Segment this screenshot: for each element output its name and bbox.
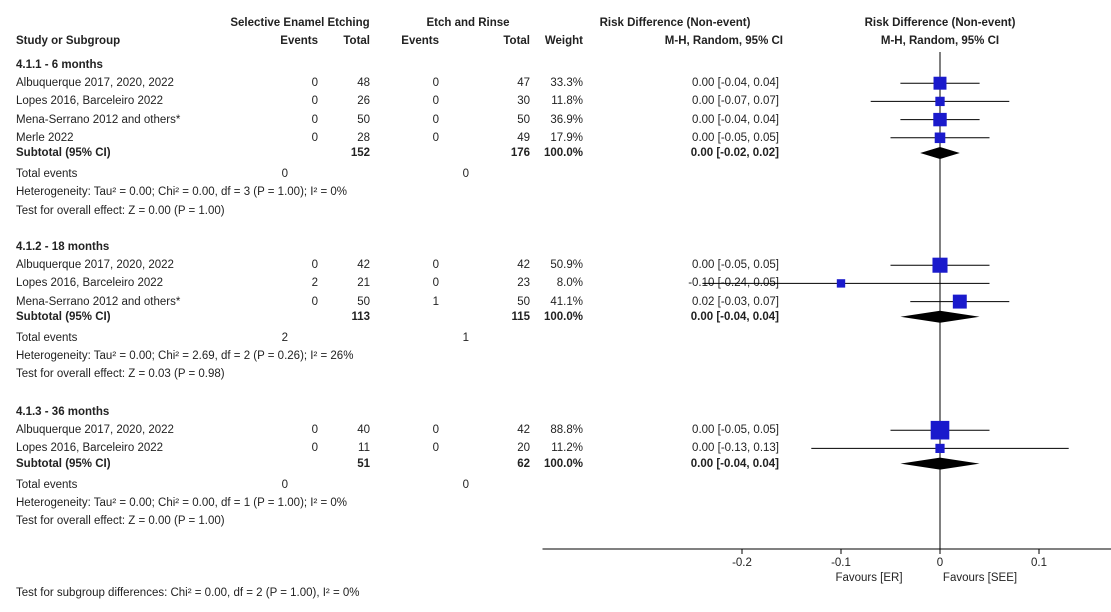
col-events-1: Events (280, 35, 318, 47)
subtotal-total-1: 51 (357, 457, 370, 470)
study-name: Albuquerque 2017, 2020, 2022 (16, 259, 174, 272)
subtotal-weight: 100.0% (543, 147, 583, 159)
study-t1: 42 (357, 259, 370, 272)
study-t1: 50 (357, 295, 370, 308)
study-e1: 0 (311, 295, 318, 308)
study-e1: 0 (311, 95, 318, 108)
total-events-1: 0 (281, 478, 288, 491)
subgroup-title: 4.1.2 - 18 months (16, 241, 110, 253)
study-t2: 47 (517, 77, 530, 90)
study-weight: 17.9% (550, 131, 583, 144)
group2-header: Etch and Rinse (426, 17, 510, 29)
col-weight: Weight (544, 35, 583, 47)
study-weight: 41.1% (550, 295, 583, 308)
subtotal-total-2: 115 (511, 310, 530, 323)
x-tick-label: -0.1 (831, 557, 851, 569)
favours-left-label: Favours [ER] (835, 572, 903, 584)
subtotal-total-2: 176 (510, 147, 530, 159)
study-t2: 30 (517, 95, 530, 108)
effect-header-2: Risk Difference (Non-event) (864, 17, 1016, 29)
overall-effect-text: Test for overall effect: Z = 0.00 (P = 1.00) (16, 515, 225, 528)
study-marker (953, 295, 967, 309)
study-t2: 50 (517, 295, 530, 308)
study-name: Merle 2022 (16, 131, 74, 144)
study-t2: 42 (517, 424, 530, 437)
heterogeneity-text: Heterogeneity: Tau² = 0.00; Chi² = 2.69, df = 2 (P = 0.26); I² = 26% (16, 350, 354, 363)
study-weight: 11.8% (551, 95, 583, 108)
study-t1: 50 (357, 113, 370, 126)
study-t2: 49 (517, 131, 530, 144)
effect-header-1: Risk Difference (Non-event) (599, 17, 751, 29)
heterogeneity-text: Heterogeneity: Tau² = 0.00; Chi² = 0.00, df = 1 (P = 1.00); I² = 0% (16, 497, 348, 509)
subtotal-label: Subtotal (95% CI) (16, 147, 111, 159)
study-e1: 0 (311, 424, 318, 437)
subtotal-ci: 0.00 [-0.04, 0.04] (690, 457, 779, 470)
study-e2: 0 (432, 131, 439, 144)
study-name: Lopes 2016, Barceleiro 2022 (16, 442, 164, 455)
subgroup-title: 4.1.1 - 6 months (16, 59, 103, 71)
study-name: Albuquerque 2017, 2020, 2022 (16, 424, 174, 437)
x-tick-label: -0.2 (732, 557, 752, 569)
x-tick-label: 0 (936, 557, 944, 569)
study-ci: 0.00 [-0.13, 0.13] (692, 442, 779, 455)
subtotal-diamond (900, 311, 979, 323)
study-t1: 40 (357, 424, 370, 437)
study-t1: 26 (357, 95, 370, 108)
study-weight: 33.3% (550, 77, 583, 90)
study-t1: 21 (357, 277, 370, 290)
study-e2: 0 (432, 77, 439, 90)
subtotal-total-1: 152 (350, 147, 370, 159)
study-weight: 50.9% (550, 259, 583, 272)
favours-right-label: Favours [SEE] (942, 572, 1018, 584)
col-events-2: Events (401, 35, 439, 47)
study-ci: -0.10 [-0.24, 0.05] (688, 277, 779, 290)
study-t1: 28 (357, 131, 370, 144)
overall-effect-text: Test for overall effect: Z = 0.00 (P = 1.00) (16, 204, 225, 217)
total-events-label: Total events (16, 168, 78, 181)
study-weight: 11.2% (551, 442, 583, 455)
study-e1: 2 (311, 277, 318, 290)
study-ci: 0.00 [-0.05, 0.05] (692, 424, 779, 437)
study-marker (935, 444, 944, 453)
subtotal-weight: 100.0% (543, 457, 583, 470)
study-e1: 0 (311, 131, 318, 144)
subtotal-diamond (900, 458, 979, 470)
study-marker (935, 97, 944, 106)
group1-header: Selective Enamel Etching (230, 17, 370, 29)
study-ci: 0.02 [-0.03, 0.07] (692, 295, 779, 308)
study-name: Mena-Serrano 2012 and others* (16, 295, 181, 308)
study-ci: 0.00 [-0.04, 0.04] (692, 77, 779, 90)
subtotal-label: Subtotal (95% CI) (16, 457, 111, 470)
study-name: Albuquerque 2017, 2020, 2022 (16, 77, 174, 90)
study-t1: 48 (357, 77, 370, 90)
total-events-2: 1 (462, 332, 469, 344)
study-name: Mena-Serrano 2012 and others* (16, 113, 181, 126)
subgroup-differences-test: Test for subgroup differences: Chi² = 0.00, df = 2 (P = 1.00), I² = 0% (16, 587, 360, 599)
study-name: Lopes 2016, Barceleiro 2022 (16, 95, 164, 108)
study-t2: 50 (517, 113, 530, 126)
study-t2: 23 (517, 277, 530, 290)
study-t1: 11 (358, 442, 370, 455)
total-events-label: Total events (16, 478, 78, 491)
study-t2: 20 (517, 442, 530, 455)
subtotal-ci: 0.00 [-0.04, 0.04] (690, 310, 779, 323)
study-ci: 0.00 [-0.05, 0.05] (692, 259, 779, 272)
total-events-1: 2 (281, 332, 288, 344)
x-tick-label: 0.1 (1031, 557, 1047, 569)
subtotal-label: Subtotal (95% CI) (16, 310, 111, 323)
study-e2: 0 (432, 424, 439, 437)
study-e2: 0 (432, 113, 439, 126)
study-e2: 1 (432, 295, 439, 308)
col-method-2: M-H, Random, 95% CI (880, 35, 1000, 47)
col-total-1: Total (343, 35, 370, 47)
study-weight: 88.8% (550, 424, 583, 437)
study-marker (935, 133, 946, 144)
study-e2: 0 (432, 259, 439, 272)
study-weight: 36.9% (550, 113, 583, 126)
heterogeneity-text: Heterogeneity: Tau² = 0.00; Chi² = 0.00, df = 3 (P = 1.00); I² = 0% (16, 186, 348, 199)
study-e1: 0 (311, 442, 318, 455)
overall-effect-text: Test for overall effect: Z = 0.03 (P = 0.98) (16, 368, 225, 381)
study-e2: 0 (432, 277, 439, 290)
study-e1: 0 (311, 77, 318, 90)
col-total-2: Total (503, 35, 530, 47)
col-method-1: M-H, Random, 95% CI (664, 35, 783, 47)
subtotal-total-2: 62 (517, 457, 530, 470)
study-marker (933, 113, 946, 126)
study-marker (837, 279, 845, 287)
study-marker (932, 258, 947, 273)
study-name: Lopes 2016, Barceleiro 2022 (16, 277, 164, 290)
study-t2: 42 (517, 259, 530, 272)
subgroup-title: 4.1.3 - 36 months (16, 406, 110, 418)
study-e2: 0 (432, 442, 439, 455)
study-marker (934, 77, 947, 90)
total-events-1: 0 (281, 168, 288, 181)
subtotal-diamond (920, 147, 960, 159)
total-events-2: 0 (462, 168, 469, 181)
study-ci: 0.00 [-0.05, 0.05] (692, 131, 779, 144)
study-marker (931, 421, 950, 440)
study-weight: 8.0% (556, 277, 583, 290)
study-e1: 0 (311, 259, 318, 272)
total-events-label: Total events (16, 332, 78, 344)
subtotal-total-1: 113 (351, 310, 370, 323)
study-ci: 0.00 [-0.07, 0.07] (692, 95, 779, 108)
study-e1: 0 (311, 113, 318, 126)
subtotal-weight: 100.0% (543, 310, 583, 323)
study-ci: 0.00 [-0.04, 0.04] (692, 113, 779, 126)
subtotal-ci: 0.00 [-0.02, 0.02] (690, 147, 779, 159)
col-study: Study or Subgroup (16, 35, 121, 47)
study-e2: 0 (432, 95, 439, 108)
total-events-2: 0 (462, 478, 469, 491)
